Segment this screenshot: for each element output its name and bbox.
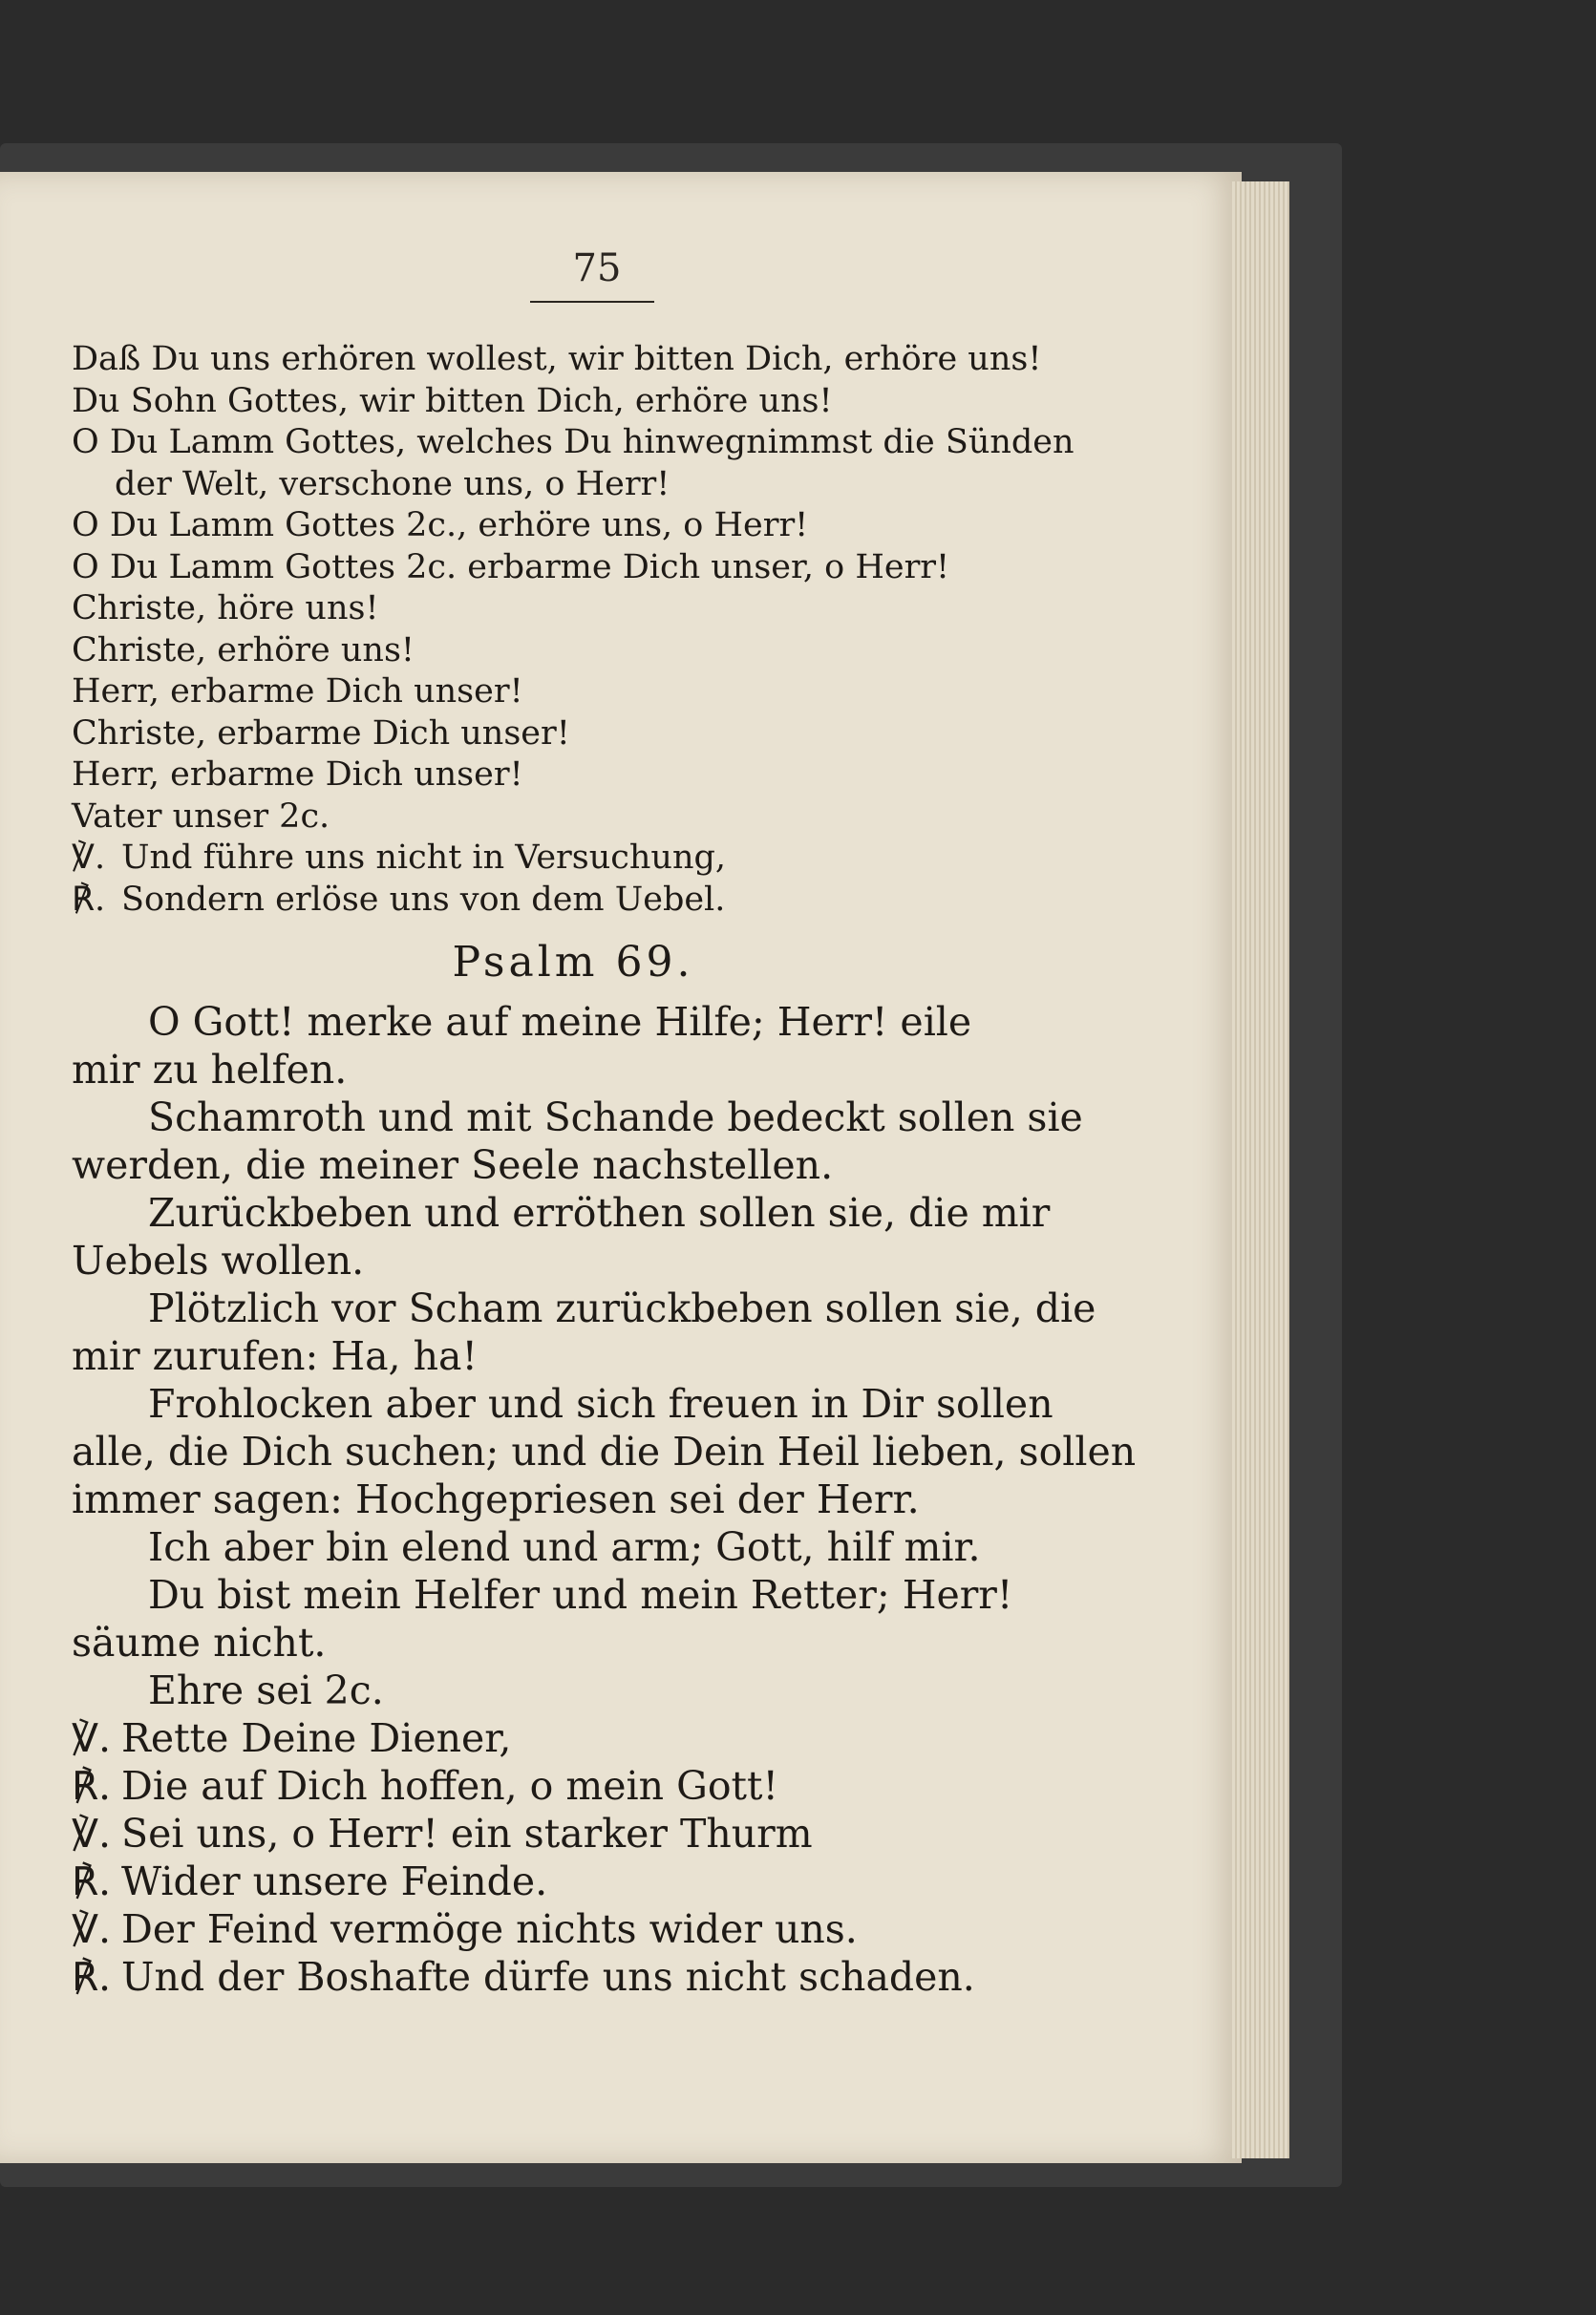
versicle-line bbox=[72, 1858, 1075, 1905]
psalm-line: immer sagen: Hochgepriesen sei der Herr. bbox=[72, 1476, 920, 1522]
litany-line: O Du Lamm Gottes, welches Du hinwegnimmst die Sünden bbox=[72, 423, 1075, 461]
psalm-line: Plötzlich vor Scham zurückbeben sollen sie, die bbox=[148, 1285, 1096, 1331]
versicle-line bbox=[72, 880, 1075, 922]
versicle-text: Wider unsere Feinde. bbox=[121, 1858, 548, 1904]
versicle-text: Sondern erlöse uns von dem Uebel. bbox=[121, 880, 726, 919]
page-text bbox=[72, 244, 1137, 2001]
psalm-responses bbox=[72, 1714, 1075, 2001]
litany-line: Vater unser 2c. bbox=[72, 796, 330, 836]
psalm-line: mir zu helfen. bbox=[72, 1047, 348, 1093]
psalm-line: säume nicht. bbox=[72, 1620, 327, 1666]
psalm-line: Zurückbeben und erröthen sollen sie, die mir bbox=[148, 1190, 1051, 1236]
versicle-marker: ℣. bbox=[72, 1715, 112, 1761]
psalm-line: Frohlocken aber und sich freuen in Dir sollen bbox=[148, 1381, 1053, 1427]
litany-line: der Welt, verschone uns, o Herr! bbox=[115, 464, 670, 503]
versicle-marker: ℟. bbox=[72, 1763, 112, 1809]
versicle-text: Und der Boshafte dürfe uns nicht schaden. bbox=[121, 1954, 975, 2000]
litany-line: O Du Lamm Gottes 2c. erbarme Dich unser, o Herr! bbox=[72, 547, 950, 586]
litany-responses bbox=[72, 838, 1075, 921]
litany-line: Herr, erbarme Dich unser! bbox=[72, 672, 523, 711]
versicle-marker: ℟. bbox=[72, 880, 106, 919]
versicle-marker: ℣. bbox=[72, 839, 106, 877]
versicle-line bbox=[72, 1905, 1075, 1953]
psalm-title: Psalm 69. bbox=[452, 938, 694, 987]
litany-line: Christe, höre uns! bbox=[72, 589, 379, 627]
versicle-line bbox=[72, 1953, 1075, 2001]
psalm-section bbox=[72, 998, 1137, 2001]
litany-section bbox=[72, 339, 1075, 921]
litany-line: Daß Du uns erhören wollest, wir bitten Dich, erhöre uns! bbox=[72, 340, 1042, 378]
psalm-line: Du bist mein Helfer und mein Retter; Herr! bbox=[148, 1572, 1013, 1618]
psalm-line: mir zurufen: Ha, ha! bbox=[72, 1333, 478, 1379]
versicle-line bbox=[72, 838, 1075, 880]
psalm-line: Ehre sei 2c. bbox=[148, 1667, 384, 1713]
versicle-line bbox=[72, 1714, 1075, 1762]
litany-line: Christe, erhöre uns! bbox=[72, 630, 415, 669]
litany-line: Christe, erbarme Dich unser! bbox=[72, 713, 570, 753]
psalm-line: Ich aber bin elend und arm; Gott, hilf mir. bbox=[148, 1524, 981, 1570]
versicle-marker: ℣. bbox=[72, 1811, 112, 1857]
litany-line: Du Sohn Gottes, wir bitten Dich, erhöre uns! bbox=[72, 381, 833, 420]
page-number: 75 bbox=[572, 246, 622, 290]
versicle-marker: ℟. bbox=[72, 1858, 112, 1904]
versicle-text: Und führe uns nicht in Versuchung, bbox=[121, 839, 727, 877]
psalm-line: alle, die Dich suchen; und die Dein Heil lieben, sollen bbox=[72, 1429, 1137, 1475]
psalm-lines bbox=[72, 998, 1137, 1714]
psalm-line: Schamroth und mit Schande bedeckt sollen sie bbox=[148, 1094, 1083, 1140]
litany-line: Herr, erbarme Dich unser! bbox=[72, 755, 523, 794]
psalm-line: Uebels wollen. bbox=[72, 1238, 365, 1284]
psalm-line: O Gott! merke auf meine Hilfe; Herr! eile bbox=[148, 999, 972, 1045]
litany-line: O Du Lamm Gottes 2c., erhöre uns, o Herr! bbox=[72, 506, 809, 544]
versicle-text: Rette Deine Diener, bbox=[121, 1715, 512, 1761]
versicle-text: Der Feind vermöge nichts wider uns. bbox=[121, 1906, 858, 1952]
versicle-text: Die auf Dich hoffen, o mein Gott! bbox=[121, 1763, 778, 1809]
versicle-line bbox=[72, 1810, 1075, 1858]
versicle-marker: ℟. bbox=[72, 1954, 112, 2000]
page-edges bbox=[1232, 181, 1289, 2158]
versicle-line bbox=[72, 1762, 1075, 1810]
litany-lines bbox=[72, 339, 1075, 838]
versicle-text: Sei uns, o Herr! ein starker Thurm bbox=[121, 1811, 813, 1857]
psalm-line: werden, die meiner Seele nachstellen. bbox=[72, 1142, 834, 1188]
versicle-marker: ℣. bbox=[72, 1906, 112, 1952]
